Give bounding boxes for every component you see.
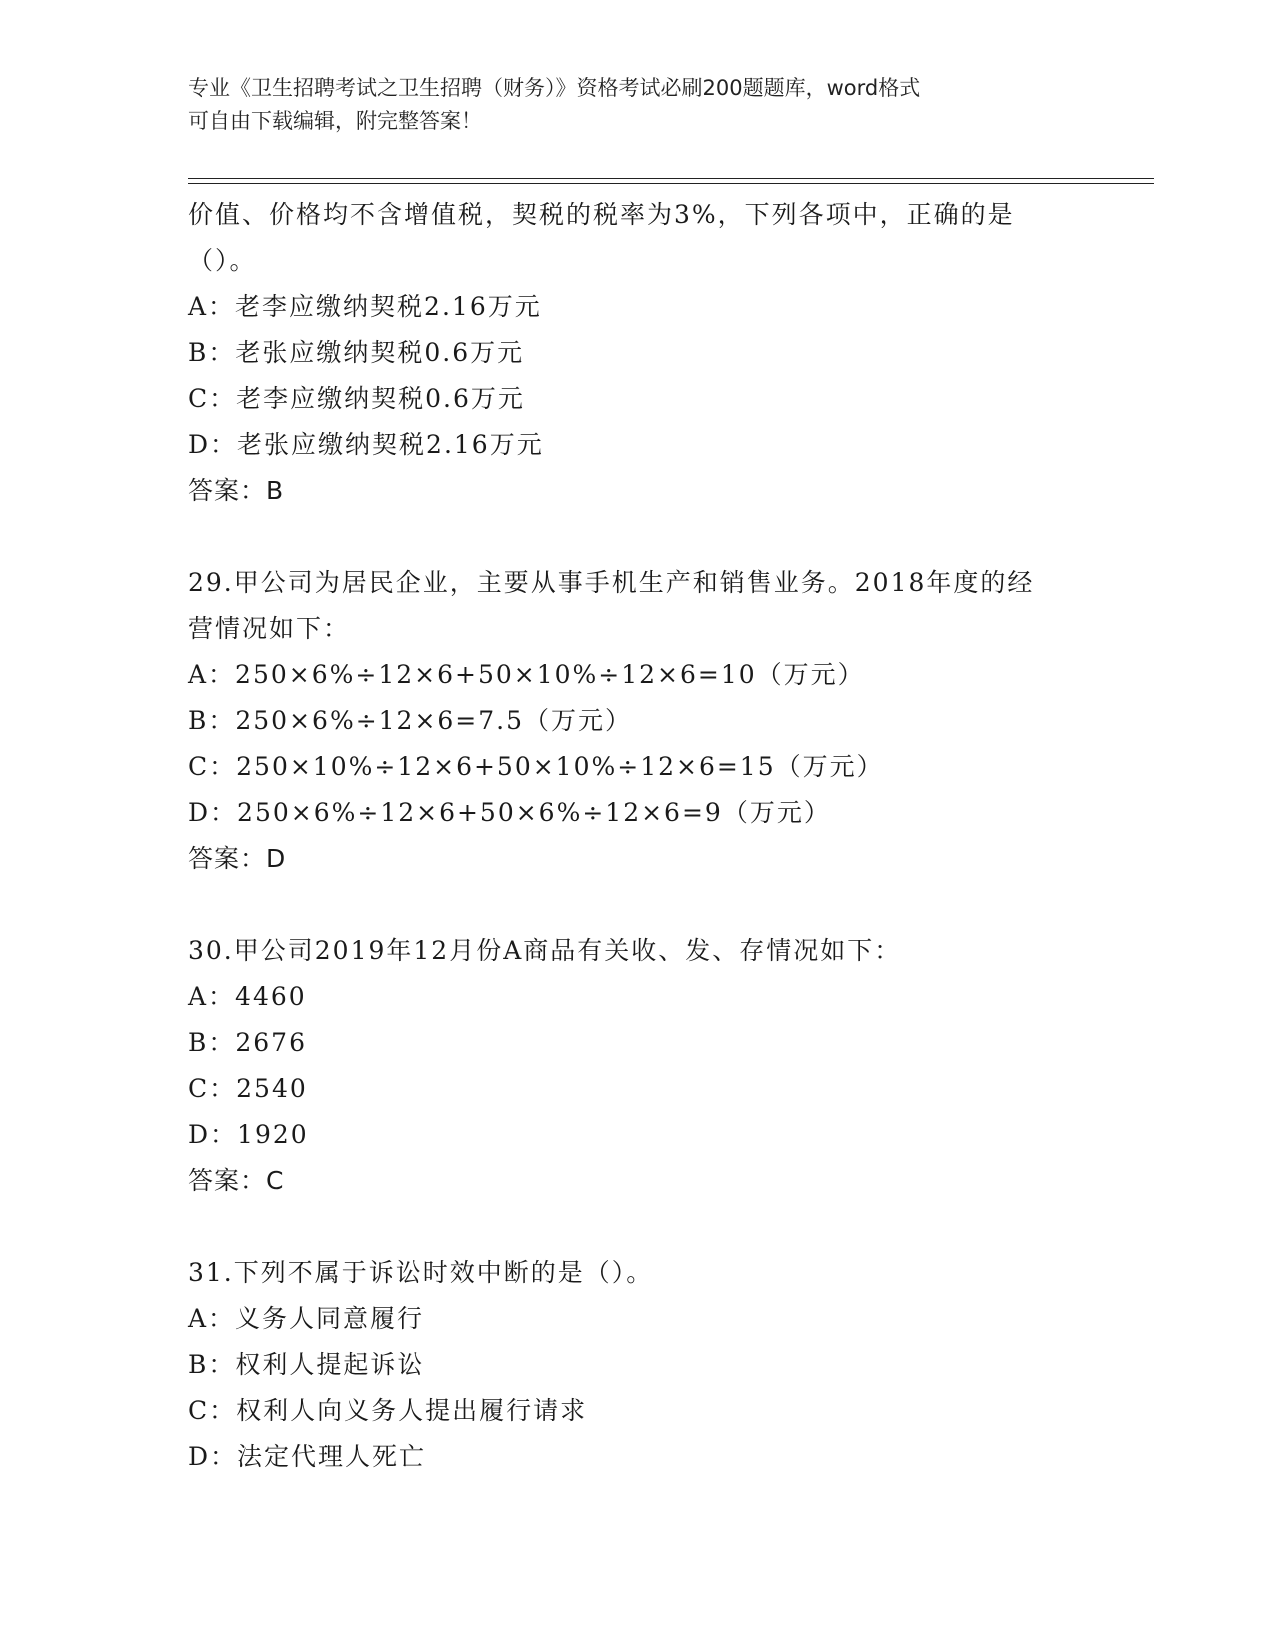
header-line-2: 可自由下载编辑，附完整答案！ [188, 109, 482, 133]
option-a: A：250×6%÷12×6+50×10%÷12×6=10（万元） [188, 660, 865, 689]
question-31 [188, 1250, 1088, 1480]
option-d: D：1920 [188, 1120, 309, 1149]
option-a: A：义务人同意履行 [188, 1304, 425, 1333]
spacer [188, 514, 1088, 560]
option-a: A：老李应缴纳契税2.16万元 [188, 292, 542, 321]
question-30 [188, 928, 1088, 1204]
option-c: C：2540 [188, 1074, 308, 1103]
option-b: B：250×6%÷12×6=7.5（万元） [188, 706, 633, 735]
answer-label: 答案：B [188, 476, 285, 505]
option-a: A：4460 [188, 982, 307, 1011]
question-stem: （）。 [188, 246, 257, 275]
question-28 [188, 192, 1088, 514]
option-c: C：老李应缴纳契税0.6万元 [188, 384, 525, 413]
document-header [188, 72, 1068, 138]
question-stem: 30.甲公司2019年12月份A商品有关收、发、存情况如下： [188, 936, 902, 965]
header-divider-top [188, 178, 1154, 179]
option-d: D：法定代理人死亡 [188, 1442, 427, 1471]
spacer [188, 1204, 1088, 1250]
header-line-1: 专业《卫生招聘考试之卫生招聘（财务）》资格考试必刷200题题库，word格式 [188, 76, 921, 100]
option-d: D：250×6%÷12×6+50×6%÷12×6=9（万元） [188, 798, 831, 827]
answer-label: 答案：D [188, 844, 287, 873]
document-body [188, 192, 1088, 1480]
option-b: B：老张应缴纳契税0.6万元 [188, 338, 525, 367]
option-d: D：老张应缴纳契税2.16万元 [188, 430, 544, 459]
header-divider-bottom [188, 183, 1154, 184]
option-c: C：250×10%÷12×6+50×10%÷12×6=15（万元） [188, 752, 884, 781]
option-b: B：权利人提起诉讼 [188, 1350, 425, 1379]
question-stem: 营情况如下： [188, 614, 351, 643]
question-29 [188, 560, 1088, 882]
question-stem: 29.甲公司为居民企业，主要从事手机生产和销售业务。2018年度的经 [188, 568, 1035, 597]
option-c: C：权利人向义务人提出履行请求 [188, 1396, 588, 1425]
question-stem: 价值、价格均不含增值税，契税的税率为3%，下列各项中，正确的是 [188, 200, 1015, 229]
answer-label: 答案：C [188, 1166, 285, 1195]
option-b: B：2676 [188, 1028, 307, 1057]
question-stem: 31.下列不属于诉讼时效中断的是（）。 [188, 1258, 654, 1287]
spacer [188, 882, 1088, 928]
